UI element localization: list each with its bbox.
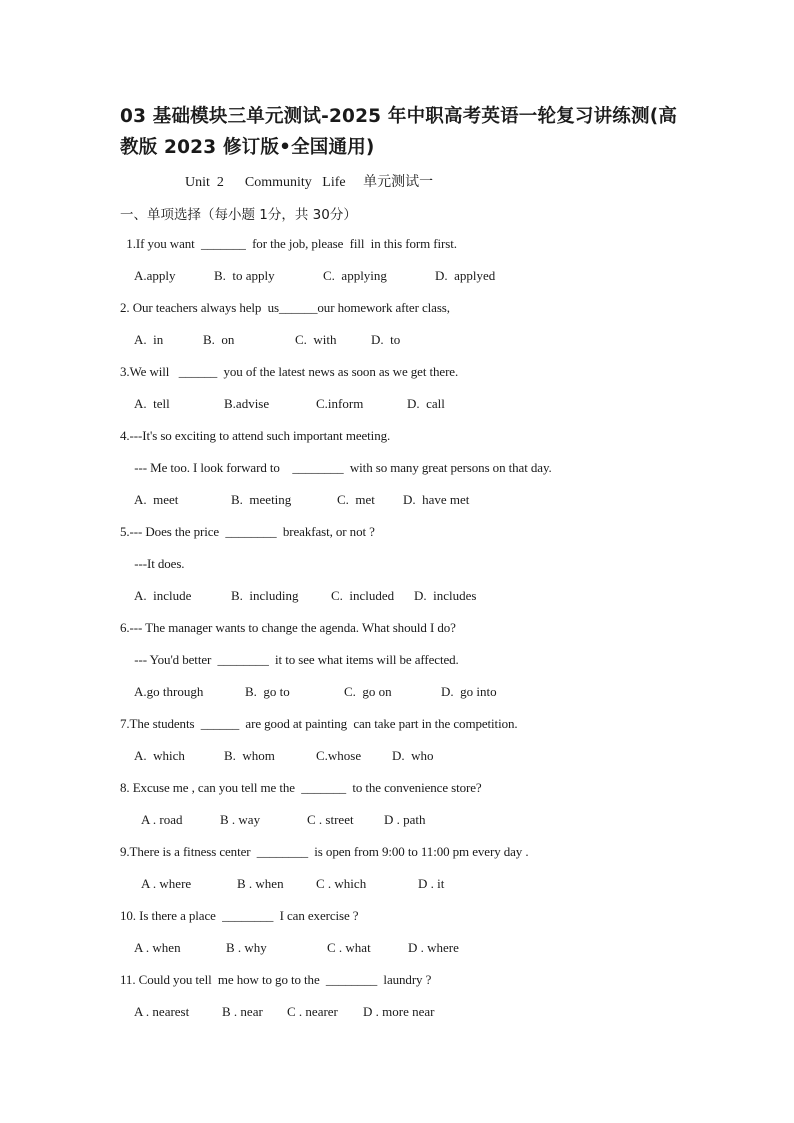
section-heading: 一、单项选择（每小题 1分，共 30分） <box>120 207 357 223</box>
answer-option: C. applying <box>323 268 387 283</box>
answer-option: A. which <box>134 748 185 763</box>
question-text: 10. Is there a place ________ I can exercise ? <box>120 908 359 923</box>
answer-option: A . road <box>141 812 183 827</box>
answer-option: D . it <box>418 876 445 891</box>
answer-option: C . which <box>316 876 367 891</box>
answer-option: A . nearest <box>134 1004 190 1019</box>
answer-option: D. go into <box>441 684 497 699</box>
answer-option: D. includes <box>414 588 477 603</box>
question-text: 1.If you want _______ for the job, please fill in this form first. <box>120 236 457 251</box>
answer-option: A. include <box>134 588 192 603</box>
answer-option: D. have met <box>403 492 470 507</box>
answer-option: C.inform <box>316 396 364 411</box>
question-dialogue-line: ---It does. <box>128 556 185 571</box>
answer-option: A.go through <box>134 684 204 699</box>
answer-option: B. go to <box>245 684 290 699</box>
answer-option: B.advise <box>224 396 270 411</box>
question-text: 8. Excuse me , can you tell me the _______ to the convenience store? <box>120 780 482 795</box>
answer-option: B. on <box>203 332 235 347</box>
question-dialogue-line: --- You'd better ________ it to see what items will be affected. <box>128 652 459 667</box>
answer-option: C. with <box>295 332 337 347</box>
answer-option: B. meeting <box>231 492 292 507</box>
question-text: 3.We will ______ you of the latest news as soon as we get there. <box>120 364 459 379</box>
answer-option: C. included <box>331 588 395 603</box>
answer-option: A.apply <box>134 268 176 283</box>
answer-option: D. applyed <box>435 268 496 283</box>
answer-option: A. tell <box>134 396 170 411</box>
answer-option: C. go on <box>344 684 392 699</box>
answer-option: B . when <box>237 876 284 891</box>
answer-option: B . way <box>220 812 261 827</box>
answer-option: B . why <box>226 940 267 955</box>
question-text: 6.--- The manager wants to change the agenda. What should I do? <box>120 620 456 635</box>
question-dialogue-line: --- Me too. I look forward to ________ with so many great persons on that day. <box>128 460 552 475</box>
question-text: 5.--- Does the price ________ breakfast, or not ? <box>120 524 375 539</box>
question-text: 7.The students ______ are good at painting can take part in the competition. <box>120 716 518 731</box>
unit-subtitle: Unit 2 Community Life 单元测试一 <box>185 175 434 190</box>
answer-option: C. met <box>337 492 375 507</box>
answer-option: C . nearer <box>287 1004 338 1019</box>
answer-option: D . where <box>408 940 459 955</box>
answer-option: D . more near <box>363 1004 435 1019</box>
question-text: 2. Our teachers always help us______our homework after class, <box>120 300 450 315</box>
answer-option: D. to <box>371 332 401 347</box>
question-text: 9.There is a fitness center ________ is open from 9:00 to 11:00 pm every day . <box>120 844 529 859</box>
answer-option: A. in <box>134 332 164 347</box>
answer-option: B. to apply <box>214 268 275 283</box>
answer-option: D . path <box>384 812 426 827</box>
answer-option: B. including <box>231 588 299 603</box>
question-text: 4.---It's so exciting to attend such important meeting. <box>120 428 391 443</box>
answer-option: A . when <box>134 940 181 955</box>
answer-option: C.whose <box>316 748 362 763</box>
document-title: 03 基础模块三单元测试-2025 年中职高考英语一轮复习讲练测(高教版 2023 修订版•全国通用) <box>120 106 678 158</box>
question-text: 11. Could you tell me how to go to the ________ laundry ? <box>120 972 432 987</box>
answer-option: D. call <box>407 396 445 411</box>
answer-option: A. meet <box>134 492 179 507</box>
answer-option: A . where <box>141 876 192 891</box>
answer-option: C . street <box>307 812 354 827</box>
answer-option: B. whom <box>224 748 275 763</box>
answer-option: D. who <box>392 748 434 763</box>
answer-option: B . near <box>222 1004 263 1019</box>
answer-option: C . what <box>327 940 371 955</box>
